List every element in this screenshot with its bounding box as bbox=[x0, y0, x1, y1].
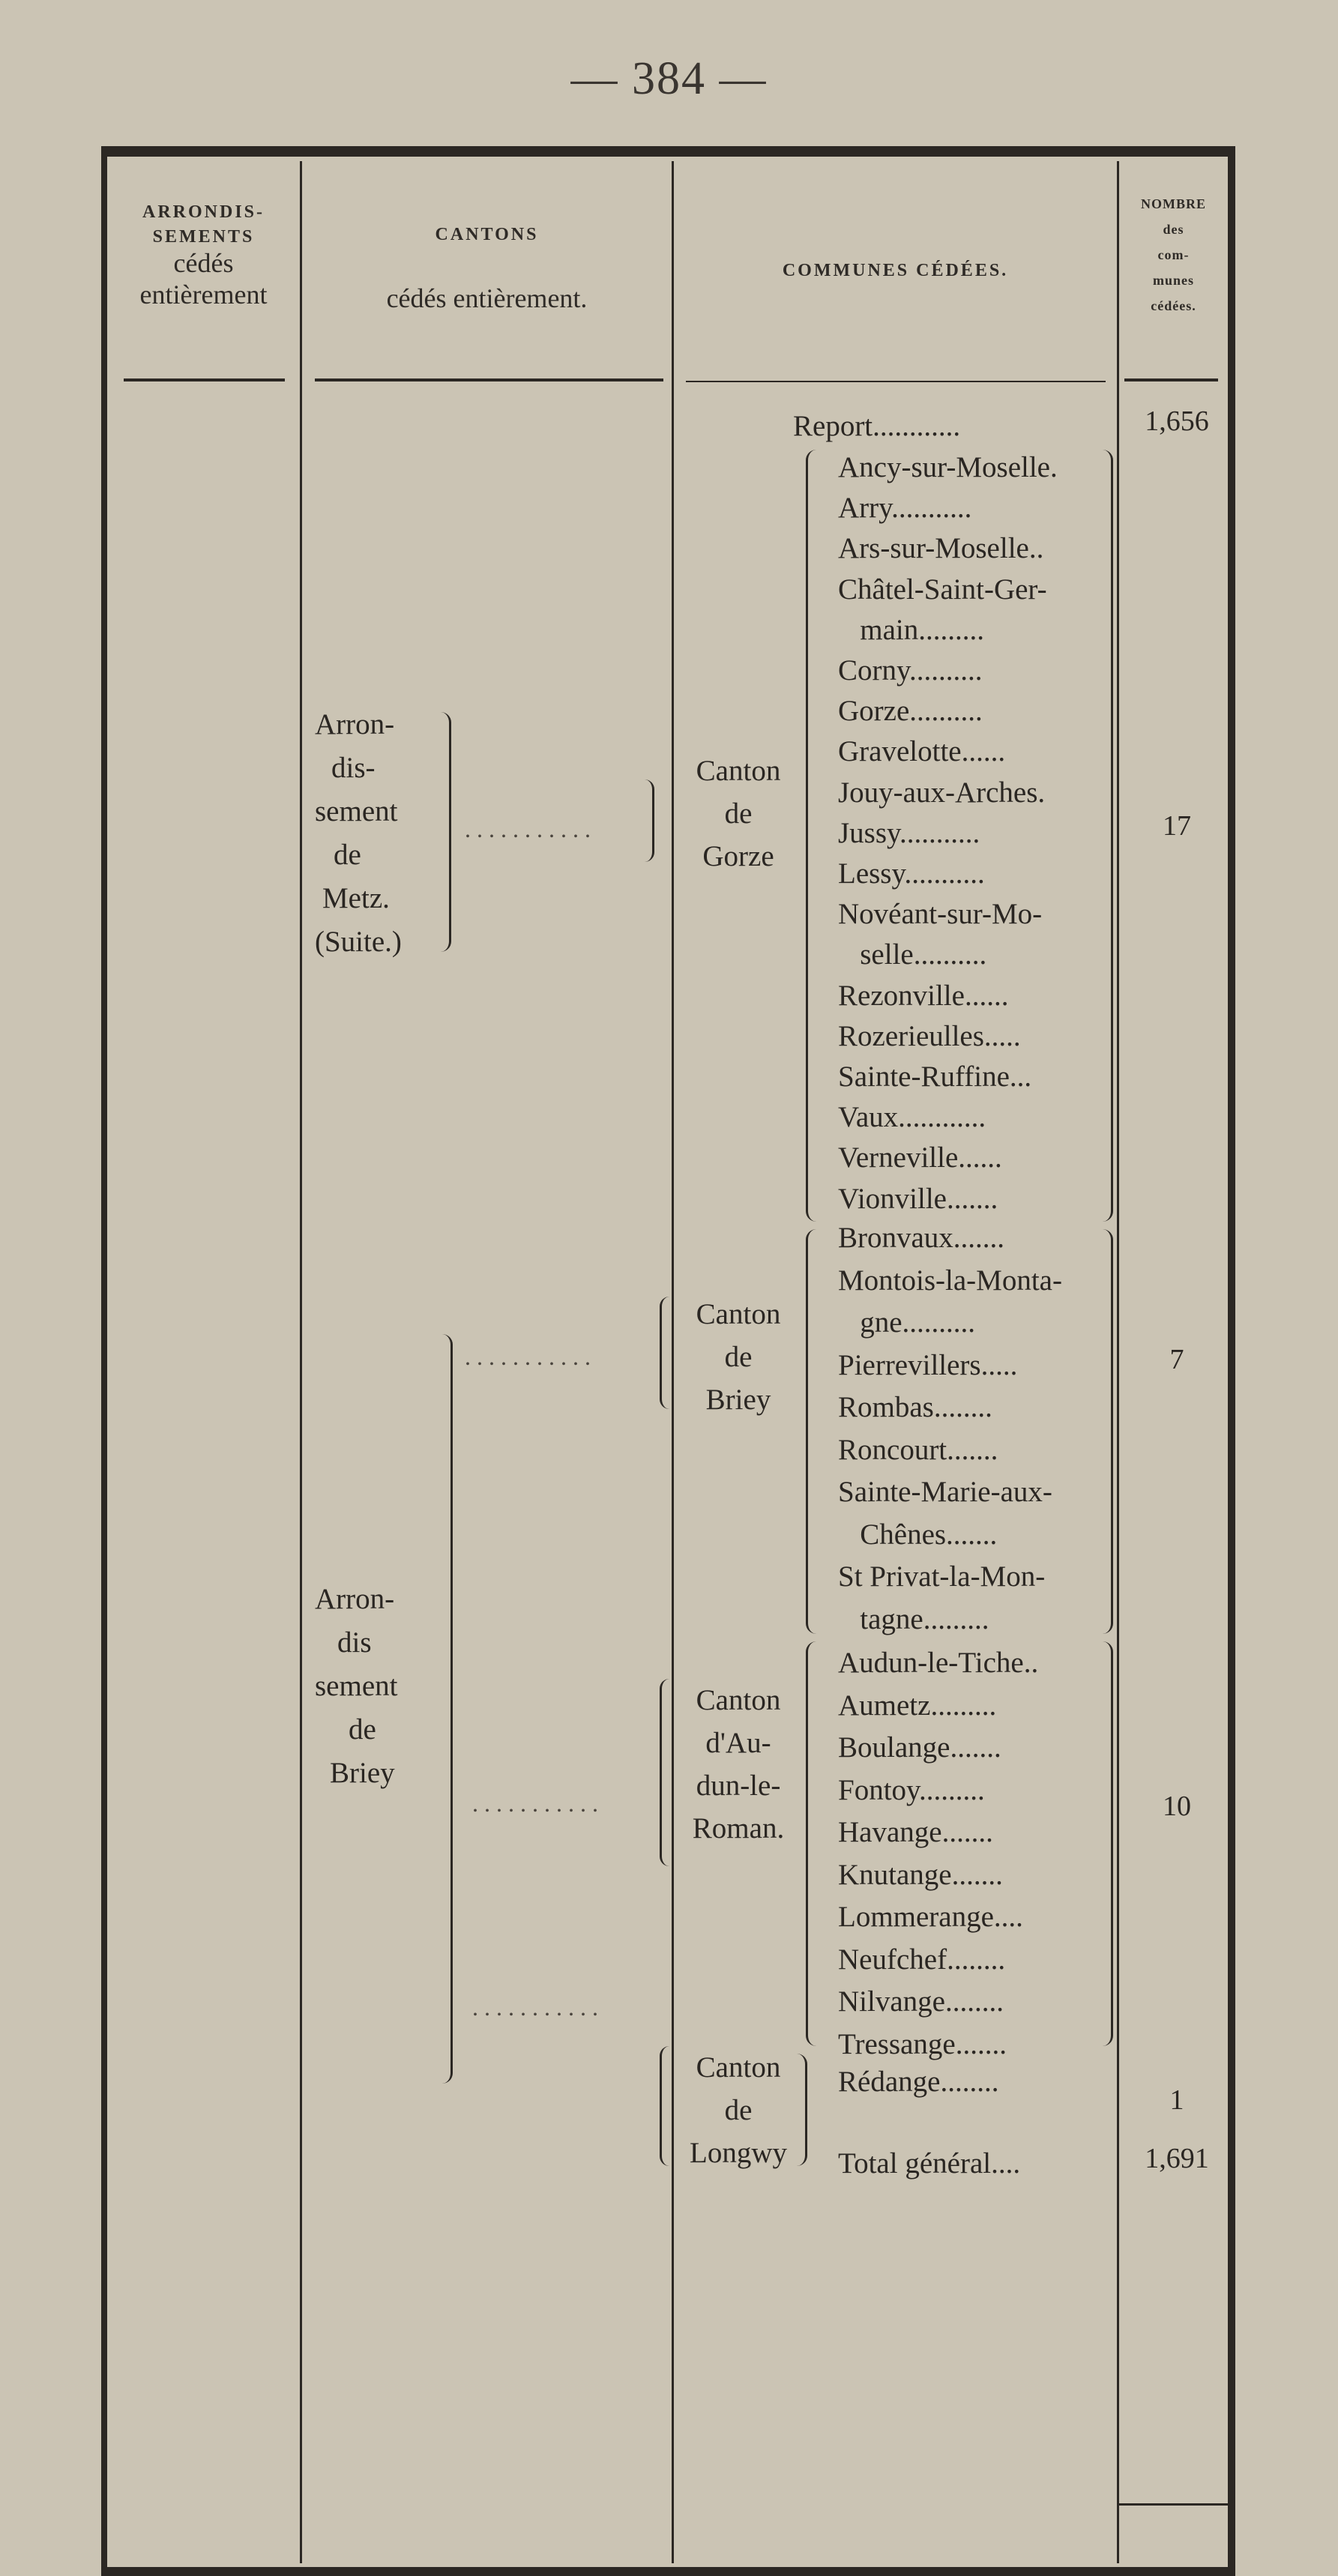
commune-item: Ancy-sur-Moselle. bbox=[838, 451, 1058, 483]
brace bbox=[660, 1679, 669, 1866]
total-label: Total général.... bbox=[838, 2147, 1021, 2180]
commune-item: Roncourt....... bbox=[838, 1433, 998, 1466]
brace bbox=[806, 1641, 819, 2046]
count-longwy: 1 bbox=[1169, 2084, 1184, 2116]
commune-item: Rombas........ bbox=[838, 1391, 992, 1423]
commune-item: Ars-sur-Moselle.. bbox=[838, 532, 1044, 565]
commune-item: Gorze.......... bbox=[838, 695, 983, 728]
commune-item: Vaux............ bbox=[838, 1101, 986, 1134]
commune-item: Boulange....... bbox=[838, 1731, 1001, 1764]
commune-item: gne.......... bbox=[838, 1306, 976, 1339]
commune-item: main......... bbox=[838, 613, 984, 646]
commune-item: Knutange....... bbox=[838, 1858, 1003, 1891]
leader-dots: ........... bbox=[472, 1790, 604, 1817]
commune-item: Rozerieulles..... bbox=[838, 1019, 1021, 1052]
commune-item: Tressange....... bbox=[838, 2027, 1007, 2060]
leader-dots: ........... bbox=[465, 1343, 597, 1370]
commune-item: St Privat-la-Mon- bbox=[838, 1560, 1046, 1593]
commune-item: Sainte-Marie-aux- bbox=[838, 1476, 1052, 1508]
commune-item: Montois-la-Monta- bbox=[838, 1264, 1062, 1297]
report-label: Report............ bbox=[793, 410, 961, 442]
commune-item: Audun-le-Tiche.. bbox=[838, 1647, 1039, 1679]
commune-item: Châtel-Saint-Ger- bbox=[838, 573, 1047, 606]
nombre-header: NOMBRE des com- munes cédées. bbox=[1141, 196, 1206, 313]
count-gorze: 17 bbox=[1163, 810, 1191, 842]
header-rule-3 bbox=[686, 381, 1106, 382]
brace bbox=[660, 1297, 669, 1409]
commune-item: Gravelotte...... bbox=[838, 735, 1006, 768]
column-divider-1 bbox=[300, 161, 302, 2563]
brace bbox=[806, 450, 819, 1222]
commune-item: selle.......... bbox=[838, 938, 987, 971]
table-top-border bbox=[101, 146, 1233, 157]
communes-header: COMMUNES CÉDÉES. bbox=[782, 261, 1009, 280]
leader-dots: ........... bbox=[472, 1994, 604, 2021]
canton-audun: Canton d'Au- dun-le- Roman. bbox=[692, 1684, 785, 1844]
total-rule bbox=[1117, 2503, 1228, 2506]
commune-item: Bronvaux....... bbox=[838, 1222, 1005, 1254]
commune-item: Pierrevillers..... bbox=[838, 1348, 1018, 1381]
header-rule-1 bbox=[124, 378, 285, 381]
commune-item: Jussy........... bbox=[838, 816, 980, 849]
commune-item: tagne......... bbox=[838, 1602, 989, 1635]
table-bottom-border bbox=[101, 2567, 1235, 2576]
brace bbox=[645, 779, 654, 862]
commune-item: Sainte-Ruffine... bbox=[838, 1061, 1032, 1094]
arrondissements-header: ARRONDIS- SEMENTS cédés entièrement bbox=[139, 202, 268, 310]
brace bbox=[660, 2046, 669, 2166]
commune-item: Havange....... bbox=[838, 1816, 993, 1848]
commune-item: Corny.......... bbox=[838, 654, 983, 687]
commune-item: Arry........... bbox=[838, 492, 972, 525]
commune-item: Jouy-aux-Arches. bbox=[838, 776, 1046, 809]
canton-gorze: Canton de Gorze bbox=[696, 755, 781, 872]
commune-item: Chênes....... bbox=[838, 1518, 998, 1551]
communes-list-longwy bbox=[838, 2061, 1108, 2104]
canton-longwy: Canton de Longwy bbox=[690, 2051, 787, 2169]
commune-item: Vionville....... bbox=[838, 1182, 998, 1215]
communes-list-briey bbox=[838, 1217, 1108, 1641]
header-rule-4 bbox=[1124, 378, 1218, 381]
commune-item: Verneville...... bbox=[838, 1141, 1002, 1174]
commune-item: Lommerange.... bbox=[838, 1901, 1023, 1933]
commune-item: Aumetz......... bbox=[838, 1689, 997, 1722]
count-briey: 7 bbox=[1169, 1344, 1184, 1375]
communes-list-gorze bbox=[838, 447, 1108, 1219]
arrondissement-metz: Arron- dis- sement de Metz. (Suite.) bbox=[315, 708, 402, 958]
leader-dots: ........... bbox=[465, 815, 597, 842]
communes-list-audun bbox=[838, 1642, 1108, 2066]
total-value: 1,691 bbox=[1145, 2143, 1209, 2174]
commune-item: Nilvange........ bbox=[838, 1985, 1004, 2018]
column-divider-2 bbox=[672, 161, 674, 2563]
column-divider-3 bbox=[1117, 161, 1119, 2563]
report-value: 1,656 bbox=[1145, 405, 1209, 437]
table-left-border bbox=[101, 146, 107, 2567]
brace bbox=[439, 712, 451, 952]
commune-item: Neufchef........ bbox=[838, 1943, 1006, 1976]
commune-item: Fontoy......... bbox=[838, 1773, 985, 1806]
commune-item: Novéant-sur-Mo- bbox=[838, 898, 1043, 931]
header-rule-2 bbox=[315, 378, 663, 381]
commune-item: Rédange........ bbox=[838, 2066, 999, 2098]
brace bbox=[806, 1229, 819, 1634]
commune-item: Rezonville...... bbox=[838, 979, 1009, 1012]
brace bbox=[439, 1334, 453, 2084]
count-audun: 10 bbox=[1163, 1791, 1191, 1822]
cantons-header: CANTONS cédés entièrement. bbox=[386, 225, 588, 313]
arrondissement-briey: Arron- dis sement de Briey bbox=[315, 1583, 398, 1789]
page-number: — 384 — bbox=[570, 53, 768, 104]
brace bbox=[795, 2054, 807, 2166]
canton-briey: Canton de Briey bbox=[696, 1298, 781, 1416]
commune-item: Lessy........... bbox=[838, 857, 985, 890]
